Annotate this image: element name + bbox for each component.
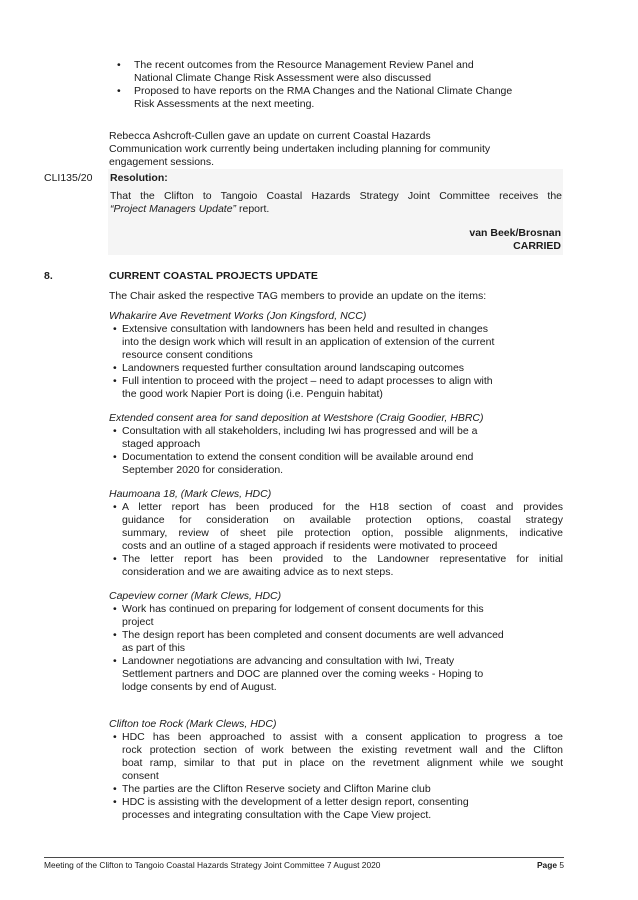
resolution-body-line [110, 203, 562, 216]
list-item [109, 323, 563, 362]
subsection-heading: Capeview corner (Mark Clews, HDC) [109, 590, 282, 602]
resolution-body-line: That the Clifton to Tangoio Coastal Hazards Strategy Joint Committee receives the [110, 190, 562, 202]
bullet-text [122, 731, 563, 783]
text-line: A letter report has been produced for the H18 section of coast and provides [122, 501, 563, 513]
bullet-icon: • [113, 603, 117, 615]
subsection-heading: Extended consent area for sand deposition at Westshore (Craig Goodier, HBRC) [109, 412, 484, 424]
bullet-text [122, 451, 563, 477]
list-item [109, 375, 563, 401]
list-item [109, 796, 563, 822]
text-line: the good work Napier Port is doing (i.e. Penguin habitat) [122, 388, 383, 400]
text-line: rock protection section of work between the existing revetment wall and the Clifton [122, 744, 563, 756]
bullet-icon: • [113, 783, 117, 795]
bullet-icon: • [113, 362, 117, 374]
bullet-icon: • [113, 796, 117, 808]
resolution-label: Resolution: [110, 172, 168, 184]
bullet-text [122, 796, 563, 822]
text-line: Settlement partners and DOC are planned over the coming weeks - Hoping to [122, 668, 484, 680]
report-title: “Project Managers Update” [110, 203, 237, 215]
text-line: Proposed to have reports on the RMA Changes and the National Climate Change [134, 85, 513, 97]
bullet-icon: • [113, 451, 117, 463]
bullet-text [122, 603, 563, 629]
text-line: Consultation with all stakeholders, including Iwi has progressed and will be a [122, 425, 478, 437]
bullet-text [122, 553, 563, 579]
text-line: staged approach [122, 438, 201, 450]
bullet-text [122, 375, 563, 401]
text-line: Landowners requested further consultation around landscaping outcomes [122, 362, 465, 374]
intro-bullet-list [109, 59, 563, 111]
text-line: consideration and we are awaiting advice as to next steps. [122, 566, 394, 578]
subsection-heading: Whakarire Ave Revetment Works (Jon Kingsford, NCC) [109, 310, 367, 322]
text-line: into the design work which will result in an application of extension of the current [122, 336, 495, 348]
text-line: September 2020 for consideration. [122, 464, 284, 476]
text-line: Extensive consultation with landowners has been held and resulted in changes [122, 323, 488, 335]
text-line: lodge consents by end of August. [122, 681, 277, 693]
bullet-icon: • [113, 731, 117, 743]
text-line: The parties are the Clifton Reserve society and Clifton Marine club [122, 783, 431, 795]
bullet-icon: • [113, 501, 117, 513]
resolution-body-rest: report. [236, 203, 270, 215]
subsection-clifton-toe-rock [109, 718, 563, 822]
bullet-icon: • [113, 375, 117, 387]
bullet-icon: • [113, 323, 117, 335]
bullet-text [122, 425, 563, 451]
text-line: Rebecca Ashcroft-Cullen gave an update on current Coastal Hazards [109, 130, 431, 142]
bullet-icon: • [117, 59, 121, 71]
text-line: guidance for consideration on available protection options, coastal strategy [122, 514, 563, 526]
bullet-text [122, 629, 563, 655]
list-item [109, 362, 563, 375]
text-line: processes and integrating consultation with the Cape View project. [122, 809, 432, 821]
bullet-text [122, 362, 563, 375]
text-line: costs and an outline of a staged approach if residents were motivated to proceed [122, 540, 498, 552]
bullet-text [134, 59, 563, 85]
text-line: HDC has been approached to assist with a consent application to progress a toe [122, 731, 563, 743]
section-title: CURRENT COASTAL PROJECTS UPDATE [109, 270, 318, 282]
list-item [109, 731, 563, 783]
list-item [109, 451, 563, 477]
bullet-text [134, 85, 563, 111]
resolution-status: CARRIED [513, 240, 561, 252]
text-line: engagement sessions. [109, 156, 215, 168]
list-item [109, 425, 563, 451]
list-item [109, 603, 563, 629]
bullet-text [122, 655, 563, 694]
text-line: HDC is assisting with the development of a letter design report, consenting [122, 796, 469, 808]
text-line: boat ramp, similar to that put in place on the revetment alignment while we sought [122, 757, 563, 769]
text-line: Full intention to proceed with the project – need to adapt processes to align with [122, 375, 493, 387]
text-line: The letter report has been provided to the Landowner representative for initial [122, 553, 563, 565]
subsection-westshore [109, 412, 563, 477]
bullet-icon: • [113, 553, 117, 565]
section-number: 8. [44, 270, 53, 282]
section-heading [44, 270, 563, 283]
list-item [109, 501, 563, 553]
text-line: summary, review of sheet pile protection option, possible alignments, indicative [122, 527, 563, 539]
section-lead: The Chair asked the respective TAG members to provide an update on the items: [109, 290, 487, 302]
subsection-whakarire [109, 310, 563, 401]
list-item [109, 59, 563, 85]
text-line: resource consent conditions [122, 349, 253, 361]
subsection-haumoana [109, 488, 563, 579]
list-item [109, 553, 563, 579]
bullet-text [122, 501, 563, 553]
list-item [109, 783, 563, 796]
bullet-icon: • [113, 425, 117, 437]
list-item [109, 655, 563, 694]
bullet-text [122, 783, 563, 796]
subsection-heading: Haumoana 18, (Mark Clews, HDC) [109, 488, 272, 500]
bullet-icon: • [117, 85, 121, 97]
text-line: Communication work currently being undertaken including planning for community [109, 143, 491, 155]
footer-meeting-title: Meeting of the Clifton to Tangoio Coastal Hazards Strategy Joint Committee 7 August 2020 [44, 860, 381, 870]
bullet-icon: • [113, 655, 117, 667]
text-line: National Climate Change Risk Assessment were also discussed [134, 72, 432, 84]
page-number: Page 5 [536, 860, 564, 870]
text-line: Landowner negotiations are advancing and consultation with Iwi, Treaty [122, 655, 455, 667]
resolution-movers: van Beek/Brosnan [469, 227, 561, 239]
text-line: Risk Assessments at the next meeting. [134, 98, 315, 110]
text-line: Documentation to extend the consent condition will be available around end [122, 451, 474, 463]
text-line: project [122, 616, 154, 628]
bullet-text [122, 323, 563, 362]
list-item [109, 629, 563, 655]
resolution-reference: CLI135/20 [44, 172, 93, 184]
list-item [109, 85, 563, 111]
page-footer [44, 857, 564, 871]
text-line: consent [122, 770, 159, 782]
subsection-heading: Clifton toe Rock (Mark Clews, HDC) [109, 718, 277, 730]
text-line: as part of this [122, 642, 186, 654]
subsection-capeview [109, 590, 563, 694]
page-content [44, 59, 563, 822]
resolution-body [110, 190, 563, 216]
text-line: Work has continued on preparing for lodgement of consent documents for this [122, 603, 484, 615]
text-line: The recent outcomes from the Resource Management Review Panel and [134, 59, 474, 71]
update-paragraph [109, 130, 563, 169]
text-line: The design report has been completed and consent documents are well advanced [122, 629, 504, 641]
resolution-block [44, 169, 563, 255]
bullet-icon: • [113, 629, 117, 641]
